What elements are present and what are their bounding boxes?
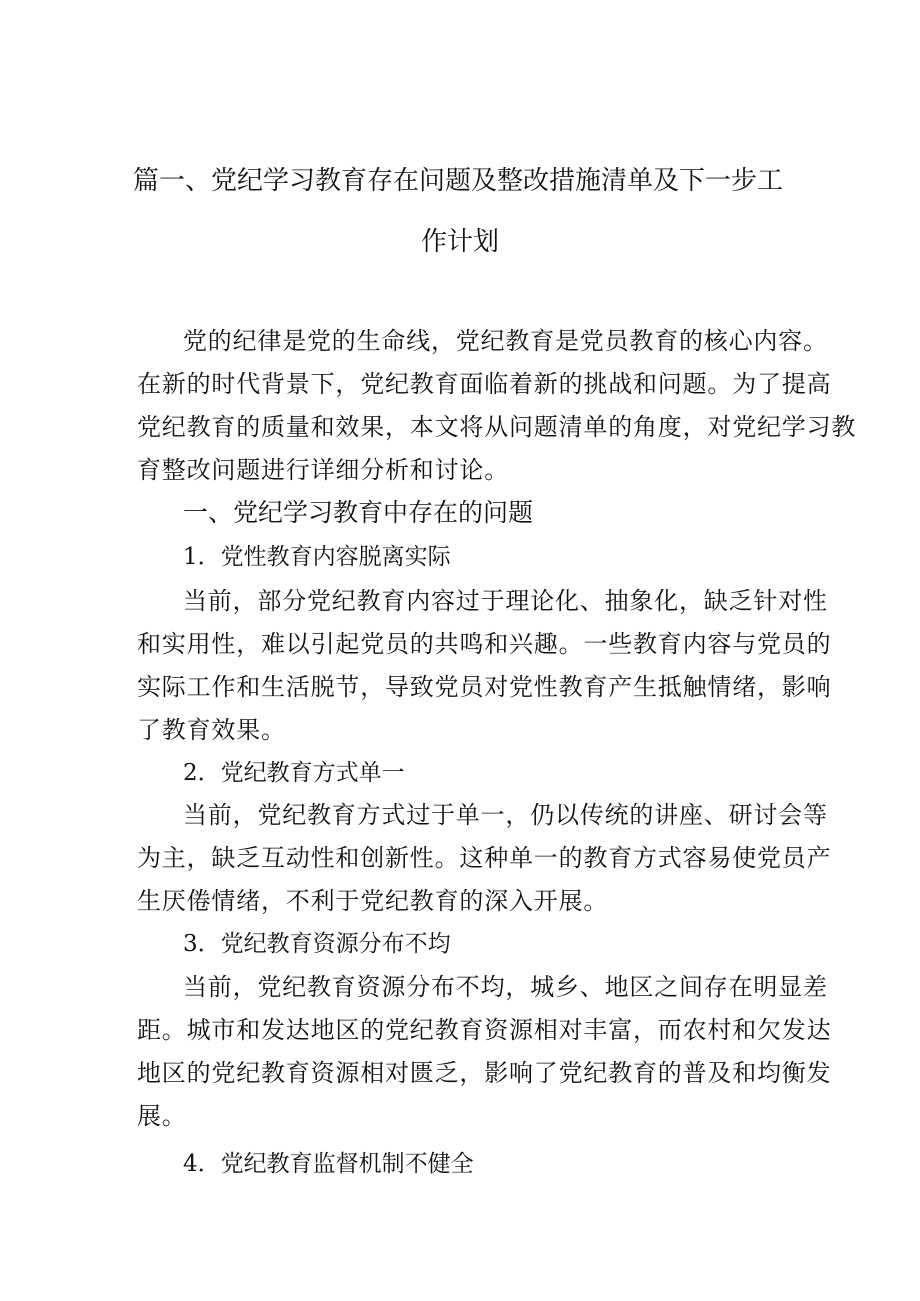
paragraph-line: 当前，党纪教育方式过于单一，仍以传统的讲座、研讨会等	[183, 801, 828, 829]
paragraph-line: 实际工作和生活脱节，导致党员对党性教育产生抵触情绪，影响	[137, 673, 832, 701]
item-heading: 1．党性教育内容脱离实际	[183, 544, 451, 570]
paragraph-line: 了教育效果。	[137, 716, 286, 744]
paragraph-line: 生厌倦情绪，不利于党纪教育的深入开展。	[137, 887, 609, 915]
paragraph-line: 为主，缺乏互动性和创新性。这种单一的教育方式容易使党员产	[137, 844, 832, 872]
paragraph-line: 当前，党纪教育资源分布不均，城乡、地区之间存在明显差	[183, 973, 828, 1001]
paragraph-line: 和实用性，难以引起党员的共鸣和兴趣。一些教育内容与党员的	[137, 630, 832, 658]
intro-line: 党纪教育的质量和效果，本文将从问题清单的角度，对党纪学习教	[137, 413, 857, 441]
document-title-line-1: 篇一、党纪学习教育存在问题及整改措施清单及下一步工	[133, 166, 784, 196]
item-heading: 3．党纪教育资源分布不均	[183, 931, 451, 957]
paragraph-line: 距。城市和发达地区的党纪教育资源相对丰富，而农村和欠发达	[137, 1016, 832, 1044]
paragraph-line: 地区的党纪教育资源相对匮乏，影响了党纪教育的普及和均衡发	[137, 1059, 832, 1087]
intro-line: 在新的时代背景下，党纪教育面临着新的挑战和问题。为了提高	[137, 370, 832, 398]
section-heading: 一、党纪学习教育中存在的问题	[183, 498, 534, 527]
document-title-line-2: 作计划	[420, 227, 499, 257]
paragraph-line: 当前，部分党纪教育内容过于理论化、抽象化，缺乏针对性	[183, 587, 828, 615]
item-heading: 4．党纪教育监督机制不健全	[183, 1151, 474, 1177]
intro-line: 育整改问题进行详细分析和讨论。	[137, 456, 509, 484]
paragraph-line: 展。	[137, 1102, 187, 1130]
item-heading: 2．党纪教育方式单一	[183, 760, 405, 786]
intro-line: 党的纪律是党的生命线，党纪教育是党员教育的核心内容。	[183, 327, 828, 355]
